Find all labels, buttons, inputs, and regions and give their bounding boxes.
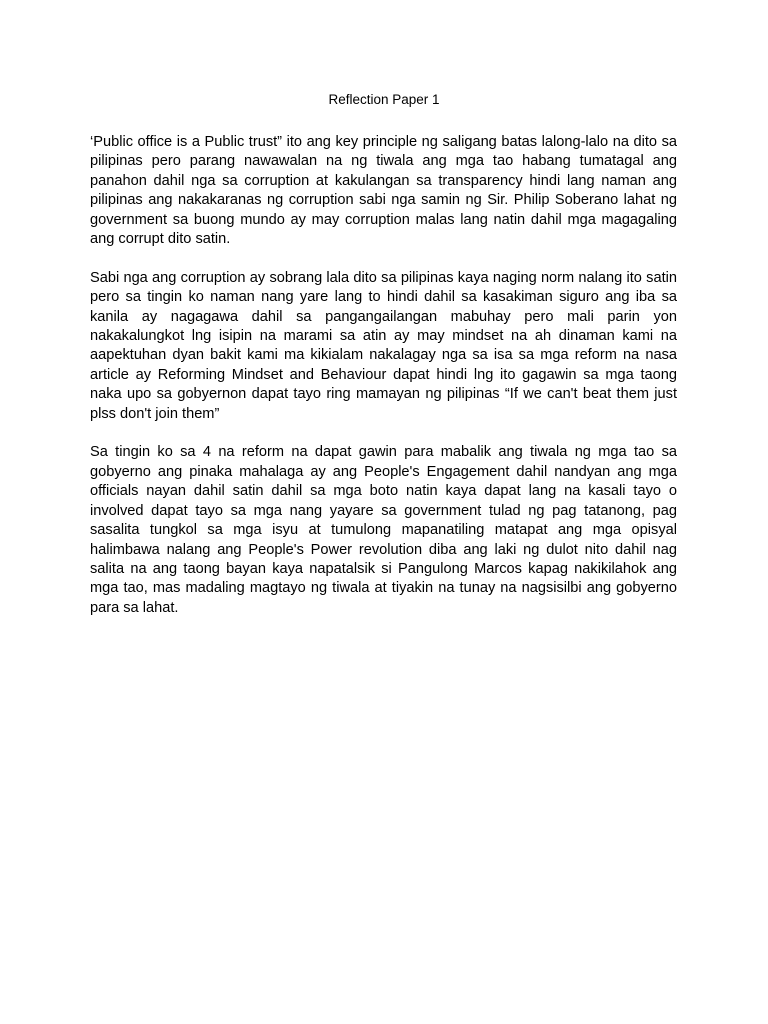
paragraph-1: ‘Public office is a Public trust” ito ang key principle ng saligang batas lalong-lalo na dito sa pilipinas pero parang nawawalan na ng tiwala ang mga tao habang tumatagal ang panahon dahil nga sa corruption at kakulangan sa transparency hindi lang naman ang pilipinas ang nakakaranas ng corruption sabi nga samin ng Sir. Philip Soberano lahat ng government sa buong mundo ay may corruption malas lang natin dahil mga magagaling ang corrupt dito satin. [90, 134, 677, 248]
paragraph-2: Sabi nga ang corruption ay sobrang lala dito sa pilipinas kaya naging norm nalang ito satin pero sa tingin ko naman nang yare lang to hindi dahil sa kasakiman siguro ang iba sa kanila ay nagagawa dahil sa pangangailangan mabuhay pero mali parin yon nakakalungkot lng isipin na marami sa atin ay may mindset na ah dinaman kami na aapektuhan dyan bakit kami ma kikialam nakalagay nga sa isa sa mga reform na nasa article ay Reforming Mindset and Behaviour dapat hindi lng ito gagawin sa mga taong naka upo sa gobyernon dapat tayo ring mamayan ng pilipinas “If we can't beat them just plss don't join them” [90, 269, 677, 422]
document-body [90, 133, 677, 638]
document-title: Reflection Paper 1 [328, 92, 440, 107]
paragraph-3: Sa tingin ko sa 4 na reform na dapat gawin para mabalik ang tiwala ng mga tao sa gobyerno ang pinaka mahalaga ay ang People's Engagement dahil nandyan ang mga officials nayan dahil satin dahil sa mga boto natin kaya dapat lang na kasali tayo o involved dapat tayo sa mga nang yayare sa government tulad ng pag tatanong, pag sasalita tungkol sa mga isyu at tumulong mapanatiling matapat ang mga opisyal halimbawa nalang ang People's Power revolution diba ang laki ng dulot nito dahil nag salita na ang taong bayan kaya napatalsik si Pangulong Marcos kapag nakikilahok ang mga tao, mas madaling magtayo ng tiwala at tiyakin na tunay na nagsisilbi ang gobyerno para sa lahat. [90, 444, 677, 616]
